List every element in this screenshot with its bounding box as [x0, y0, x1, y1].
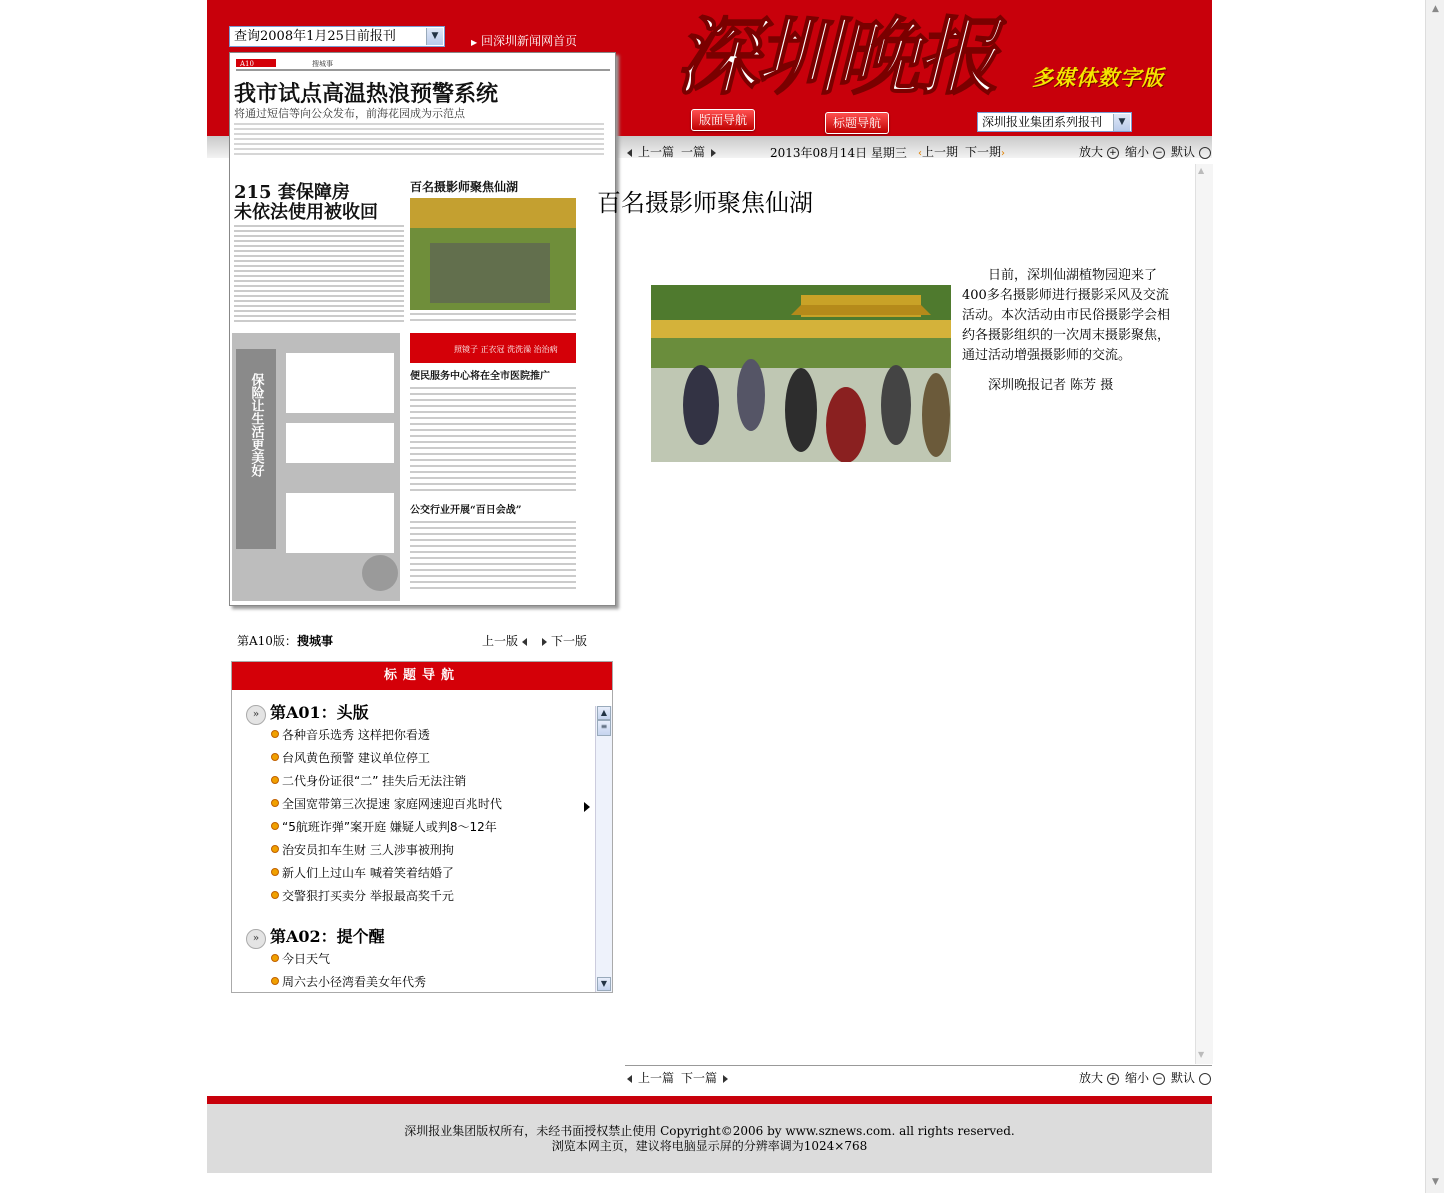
- list-item[interactable]: [272, 839, 594, 862]
- prev-issue-label: 上一期: [922, 145, 959, 159]
- thumb-page-label: A10: [240, 60, 254, 68]
- radio-circle-icon: [1199, 1073, 1211, 1085]
- triangle-right-icon: [542, 638, 547, 646]
- list-item[interactable]: [272, 862, 594, 885]
- logo-text: 深圳晚报: [675, 7, 996, 106]
- page-container: [207, 0, 1212, 1173]
- next-article-label: 下一篇: [681, 1071, 718, 1085]
- logo-subtitle: 多媒体数字版: [1032, 66, 1164, 90]
- thumb-headline-2: 215 套保障房: [234, 182, 350, 203]
- page-thumbnail[interactable]: [229, 52, 616, 606]
- thumb-ad-text: 保险让生活更美好: [248, 373, 264, 477]
- prev-page-link[interactable]: [482, 632, 527, 649]
- divider: [625, 1065, 1212, 1066]
- title-nav-scrollbar[interactable]: [595, 706, 612, 992]
- thumb-headline-4: 便民服务中心将在全市医院推广: [410, 371, 550, 382]
- triangle-left-icon: [627, 149, 632, 157]
- plus-circle-icon: +: [1107, 147, 1119, 159]
- next-page-link[interactable]: [542, 632, 587, 649]
- prev-page-label: 上一版: [482, 634, 519, 648]
- article-title: 百名摄影师聚焦仙湖: [597, 189, 813, 217]
- triangle-right-icon: [723, 1075, 728, 1083]
- list-item[interactable]: [272, 885, 594, 908]
- bullet-icon: [271, 868, 279, 876]
- prev-article-link[interactable]: [627, 143, 674, 160]
- title-nav-panel: [231, 661, 613, 993]
- next-page-label: 下一版: [551, 634, 588, 648]
- article-link: “5航班诈弹”案开庭 嫌疑人或判8～12年: [282, 820, 497, 834]
- default-zoom-button[interactable]: [1171, 143, 1211, 160]
- triangle-left-icon: [627, 1075, 632, 1083]
- article-link: 新人们上过山车 喊着笑着结婚了: [282, 866, 454, 880]
- next-article-link[interactable]: [681, 143, 716, 160]
- next-issue-label: 下一期: [965, 145, 1002, 159]
- article-link: 治安员扣车生财 三人涉事被刑拘: [282, 843, 454, 857]
- scroll-up-icon[interactable]: ▲: [1198, 166, 1205, 175]
- title-nav-button[interactable]: 标题导航: [825, 112, 889, 134]
- article-byline: 深圳晚报记者 陈芳 摄: [988, 378, 1114, 393]
- thumb-section: 搜城事: [312, 60, 333, 68]
- plus-circle-icon: +: [1107, 1073, 1119, 1085]
- bullet-icon: [271, 799, 279, 807]
- bottom-next-article-link[interactable]: [681, 1069, 728, 1086]
- article-link: 周六去小径湾看美女年代秀: [282, 975, 427, 989]
- zoom-in-label: 放大: [1079, 1071, 1104, 1085]
- title-nav-header: 标题导航: [232, 662, 612, 690]
- list-item[interactable]: [272, 971, 594, 993]
- bottom-zoom-out-button[interactable]: [1125, 1069, 1165, 1086]
- thumb-subhead-1: 将通过短信等向公众发布，前海花园成为示范点: [234, 107, 465, 120]
- issue-date-select[interactable]: [229, 26, 445, 47]
- zoom-out-label: 缩小: [1125, 1071, 1150, 1085]
- article-body: [962, 266, 1174, 406]
- prev-issue-link[interactable]: [918, 143, 958, 160]
- chevron-down-icon[interactable]: ▼: [426, 28, 443, 45]
- thumb-headline-3: 百名摄影师聚焦仙湖: [410, 180, 519, 194]
- zoom-out-button[interactable]: [1125, 143, 1165, 160]
- radio-circle-icon: [1199, 147, 1211, 159]
- triangle-right-icon: [711, 149, 716, 157]
- chevron-down-icon[interactable]: ▼: [1113, 114, 1130, 131]
- issue-date-select-value: 查询2008年1月25日前报刊: [234, 29, 396, 44]
- page-prefix: 第A10版：: [237, 634, 297, 648]
- home-link-label: 回深圳新闻网首页: [480, 34, 577, 48]
- thumb-headline-2b: 未依法使用被收回: [234, 202, 378, 223]
- list-item[interactable]: [272, 724, 594, 747]
- footer-divider: [207, 1096, 1212, 1104]
- bullet-icon: [271, 822, 279, 830]
- scroll-up-icon[interactable]: ▲: [1432, 4, 1439, 14]
- thumb-headline-5: 公交行业开展“百日会战”: [410, 505, 522, 516]
- angle-left-icon: ‹: [918, 148, 922, 159]
- next-article-label: 一篇: [681, 145, 706, 159]
- title-nav-list: [232, 702, 594, 993]
- list-item[interactable]: [272, 816, 594, 839]
- next-issue-link[interactable]: [965, 143, 1005, 160]
- double-chevron-icon: »: [246, 929, 266, 949]
- footer: [207, 1104, 1212, 1173]
- default-zoom-label: 默认: [1171, 1071, 1196, 1085]
- thumb-headline-1: 我市试点高温热浪预警系统: [234, 81, 499, 107]
- browser-scrollbar[interactable]: [1425, 0, 1444, 1193]
- zoom-in-label: 放大: [1079, 145, 1104, 159]
- triangle-right-icon: ▶: [471, 38, 478, 47]
- series-select-value: 深圳报业集团系列报刊: [982, 115, 1103, 129]
- list-item[interactable]: [272, 948, 594, 971]
- article-scrollbar[interactable]: [1195, 164, 1213, 1064]
- issue-date: 2013年08月14日 星期三: [770, 146, 907, 160]
- article-link: 今日天气: [282, 952, 331, 966]
- prev-article-label: 上一篇: [638, 1071, 675, 1085]
- home-link[interactable]: [471, 32, 577, 49]
- default-zoom-label: 默认: [1171, 145, 1196, 159]
- double-chevron-icon: »: [246, 705, 266, 725]
- page-nav-button[interactable]: 版面导航: [691, 109, 755, 131]
- resolution-hint: 浏览本网主页，建议将电脑显示屏的分辨率调为1024×768: [551, 1139, 868, 1153]
- zoom-in-button[interactable]: [1079, 143, 1119, 160]
- bullet-icon: [271, 776, 279, 784]
- section-label: 第A01：头版: [270, 703, 369, 722]
- article-photo[interactable]: [651, 285, 951, 462]
- scroll-down-icon[interactable]: ▼: [597, 977, 611, 991]
- scroll-up-icon[interactable]: ▲: [597, 706, 611, 720]
- article-link: 各种音乐选秀 这样把你看透: [282, 728, 430, 742]
- bullet-icon: [271, 977, 279, 985]
- bullet-icon: [271, 954, 279, 962]
- triangle-left-icon: [522, 638, 527, 646]
- expand-arrow-icon[interactable]: [584, 802, 590, 812]
- page-name: 搜城事: [296, 634, 333, 648]
- page-thumbnail-render[interactable]: [230, 53, 615, 605]
- section-label: 第A02：提个醒: [270, 927, 385, 946]
- scroll-down-icon[interactable]: ▼: [1198, 1050, 1205, 1059]
- section-heading-a02[interactable]: [246, 926, 594, 948]
- bottom-zoom-in-button[interactable]: [1079, 1069, 1119, 1086]
- list-item[interactable]: [272, 793, 594, 816]
- article-paragraph: 日前，深圳仙湖植物园迎来了400多名摄影师进行摄影采风及交流活动。本次活动由市民俗摄影学会相约各摄影组织的一次周末摄影聚焦，通过活动增强摄影师的交流。: [962, 268, 1171, 363]
- article-link: 交警狠打买卖分 举报最高奖千元: [282, 889, 454, 903]
- bullet-icon: [271, 730, 279, 738]
- series-select[interactable]: [977, 112, 1132, 132]
- minus-circle-icon: −: [1153, 147, 1165, 159]
- copyright-text: 深圳报业集团版权所有，未经书面授权禁止使用 Copyright©2006 by www.sznews.com. all rights reserved.: [404, 1124, 1015, 1138]
- bullet-icon: [271, 891, 279, 899]
- section-heading-a01[interactable]: [246, 702, 594, 724]
- article-link: 台风黄色预警 建议单位停工: [282, 751, 430, 765]
- scroll-down-icon[interactable]: ▼: [1432, 1177, 1439, 1187]
- bottom-default-zoom-button[interactable]: [1171, 1069, 1211, 1086]
- article-link: 二代身份证很“二” 挂失后无法注销: [282, 774, 467, 788]
- article-photo-image: [651, 285, 951, 462]
- minus-circle-icon: −: [1153, 1073, 1165, 1085]
- bullet-icon: [271, 753, 279, 761]
- scroll-thumb[interactable]: ≡: [597, 720, 611, 736]
- bottom-prev-article-link[interactable]: [627, 1069, 674, 1086]
- bullet-icon: [271, 845, 279, 853]
- angle-right-icon: ›: [1001, 148, 1006, 159]
- zoom-out-label: 缩小: [1125, 145, 1150, 159]
- page-pager: [237, 632, 617, 649]
- prev-article-label: 上一篇: [638, 145, 675, 159]
- thumb-banner: 照镜子 正衣冠 洗洗澡 治治病: [454, 345, 558, 354]
- logo: [667, 0, 1007, 108]
- list-item[interactable]: [272, 747, 594, 770]
- list-item[interactable]: [272, 770, 594, 793]
- article-link: 全国宽带第三次提速 家庭网速迎百兆时代: [282, 797, 502, 811]
